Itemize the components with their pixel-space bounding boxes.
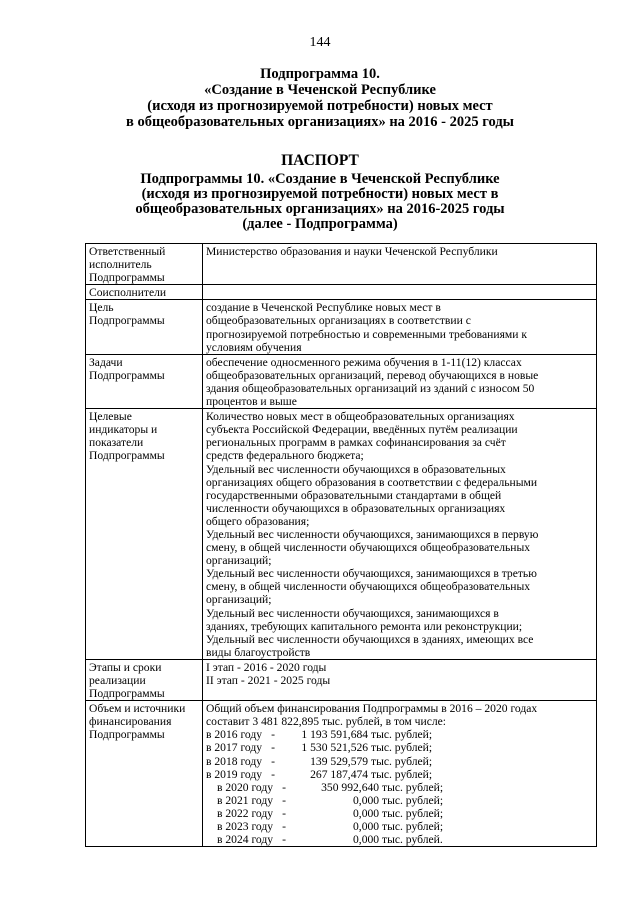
row-content-line: прогнозируемой потребностью и современными требованиями к	[206, 327, 527, 341]
funding-amount: 267 187,474	[310, 767, 369, 781]
funding-amount: 350 992,640	[321, 780, 380, 794]
funding-unit: тыс. рублей;	[382, 806, 444, 820]
row-label-line: Этапы и сроки	[89, 660, 162, 674]
row-content	[203, 244, 597, 285]
funding-amount: 0,000	[353, 833, 380, 847]
row-label	[86, 285, 203, 300]
row-content-line: смену, в общей численности обучающихся общеобразовательных	[206, 541, 531, 555]
row-content-line: смену, в общей численности обучающихся общеобразовательных	[206, 580, 531, 594]
funding-amount: 1 193 591,684	[301, 728, 369, 742]
funding-intro-line: Общий объем финансирования Подпрограммы в 2016 – 2020 годах	[206, 702, 538, 716]
funding-year-line	[206, 807, 593, 820]
row-content	[203, 659, 597, 700]
row-content-line: Количество новых мест в общеобразовательных организациях	[206, 410, 515, 424]
funding-amount: 1 530 521,526	[301, 741, 369, 755]
row-content-line: здания общеобразовательных организаций из зданий с износом 50	[206, 381, 535, 395]
funding-separator: -	[282, 820, 287, 834]
funding-year-line	[206, 755, 593, 768]
row-label-line: реализации	[89, 674, 146, 687]
passport-line: (исходя из прогнозируемой потребности) новых мест в	[141, 186, 499, 202]
row-content-line: создание в Чеченской Республике новых мест в	[206, 301, 441, 315]
row-label-line: Подпрограммы	[89, 271, 165, 285]
row-content-line: Удельный вес численности обучающихся, занимающихся в	[206, 606, 499, 620]
funding-separator: -	[271, 741, 276, 755]
row-content-line: субъекта Российской Федерации, введённых путём реализации	[206, 423, 518, 437]
row-label-line: исполнитель	[89, 258, 152, 272]
row-content-line: Удельный вес численности обучающихся, занимающихся в первую	[206, 527, 539, 541]
row-content-line: виды благоустройств	[206, 645, 311, 659]
title-line: «Создание в Чеченской Республике	[204, 82, 436, 98]
funding-separator: -	[282, 793, 287, 807]
row-content-line: процентов и выше	[206, 395, 297, 409]
row-content-line: зданиях, требующих капитального ремонта или реконструкции;	[206, 619, 523, 633]
row-content-line: Министерство образования и науки Чеченской Республики	[206, 245, 498, 258]
funding-unit: тыс. рублей;	[371, 767, 433, 781]
passport-table	[85, 243, 597, 847]
row-content	[203, 300, 597, 354]
row-content-line: государственными образовательными стандартами в общей	[206, 488, 502, 502]
funding-year: в 2023 году	[217, 820, 274, 834]
funding-year: в 2019 году	[206, 767, 263, 781]
row-label-line: Подпрограммы	[89, 449, 165, 463]
title-line: в общеобразовательных организациях» на 2016 - 2025 годы	[126, 114, 514, 130]
funding-separator: -	[271, 767, 276, 781]
row-content-line: II этап - 2021 - 2025 годы	[206, 674, 331, 687]
row-label-line: Подпрограммы	[89, 314, 165, 328]
funding-content	[203, 701, 597, 847]
row-content-line: общеобразовательных организациях в соответствии с	[206, 314, 471, 328]
passport-row	[86, 409, 597, 660]
row-label	[86, 701, 203, 847]
funding-year: в 2018 году	[206, 754, 263, 768]
passport-line: (далее - Подпрограмма)	[242, 216, 398, 232]
funding-unit: тыс. рублей;	[371, 728, 433, 742]
row-label-line: Целевые	[89, 410, 132, 424]
passport-header	[0, 152, 640, 232]
funding-year: в 2021 году	[217, 793, 274, 807]
page-number: 144	[309, 35, 331, 50]
row-content-line: обеспечение односменного режима обучения в 1-11(12) классах	[206, 355, 522, 369]
funding-year-line	[206, 728, 593, 741]
row-label-line: индикаторы и	[89, 423, 158, 437]
row-content-line: средств федерального бюджета;	[206, 449, 364, 463]
row-label-line: Объем и источники	[89, 702, 186, 716]
row-content-line: Удельный вес численности обучающихся в зданиях, имеющих все	[206, 632, 534, 646]
funding-separator: -	[282, 780, 287, 794]
row-label	[86, 354, 203, 408]
funding-separator: -	[282, 806, 287, 820]
row-label	[86, 244, 203, 285]
row-content-line: организациях общего образования в соответствии с федеральными	[206, 475, 538, 489]
passport-table-body	[86, 244, 597, 847]
passport-line: Подпрограммы 10. «Создание в Чеченской Республике	[140, 171, 500, 187]
row-label-line: Подпрограммы	[89, 687, 165, 701]
funding-unit: тыс. рублей;	[382, 793, 444, 807]
funding-unit: тыс. рублей.	[382, 833, 443, 847]
funding-year-line	[206, 741, 593, 754]
row-label-line: Задачи	[89, 355, 123, 369]
funding-year: в 2022 году	[217, 806, 274, 820]
row-label	[86, 659, 203, 700]
funding-unit: тыс. рублей;	[371, 754, 433, 768]
funding-year-line	[206, 781, 593, 794]
row-label-line: показатели	[89, 436, 144, 450]
passport-row	[86, 300, 597, 354]
passport-row	[86, 285, 597, 300]
funding-amount: 0,000	[353, 820, 380, 834]
row-label-line: Соисполнители	[89, 286, 167, 300]
funding-amount: 0,000	[353, 806, 380, 820]
row-content-line: организаций;	[206, 554, 272, 568]
funding-unit: тыс. рублей;	[371, 741, 433, 755]
funding-unit: тыс. рублей;	[382, 820, 444, 834]
row-content-line: общеобразовательных организаций, перевод обучающихся в новые	[206, 368, 539, 382]
passport-row	[86, 659, 597, 700]
title-line: (исходя из прогнозируемой потребности) новых мест	[147, 98, 493, 114]
funding-year-line	[206, 794, 593, 807]
funding-year-line	[206, 820, 593, 833]
passport-heading: ПАСПОРТ	[281, 152, 359, 169]
row-label-line: Цель	[89, 301, 114, 315]
funding-year-line	[206, 833, 593, 846]
passport-row	[86, 244, 597, 285]
funding-amount: 139 529,579	[310, 754, 369, 768]
row-label	[86, 300, 203, 354]
funding-unit: тыс. рублей;	[382, 780, 444, 794]
row-label-line: Подпрограммы	[89, 728, 165, 742]
funding-year-line	[206, 768, 593, 781]
funding-separator: -	[271, 754, 276, 768]
funding-year: в 2016 году	[206, 728, 263, 742]
passport-row-funding	[86, 701, 597, 847]
funding-year: в 2020 году	[217, 780, 274, 794]
row-content-line: организаций;	[206, 593, 272, 607]
funding-year: в 2024 году	[217, 833, 274, 847]
funding-separator: -	[271, 728, 276, 742]
row-content-line: общего образования;	[206, 514, 310, 528]
row-content-line: Удельный вес численности обучающихся в образовательных	[206, 462, 506, 476]
row-content	[203, 354, 597, 408]
title-line: Подпрограмма 10.	[260, 66, 380, 82]
row-label-line: Ответственный	[89, 245, 166, 258]
row-label-line: финансирования	[89, 715, 172, 729]
subprogram-title	[0, 66, 640, 130]
funding-intro-line: составит 3 481 822,895 тыс. рублей, в том числе:	[206, 715, 446, 729]
row-label-line: Подпрограммы	[89, 368, 165, 382]
row-content-line: Удельный вес численности обучающихся, занимающихся в третью	[206, 567, 537, 581]
row-content-line: региональных программ в рамках софинансирования за счёт	[206, 436, 506, 450]
row-content-line: I этап - 2016 - 2020 годы	[206, 660, 327, 674]
row-content	[203, 409, 597, 660]
funding-year: в 2017 году	[206, 741, 263, 755]
funding-separator: -	[282, 833, 287, 847]
row-content	[203, 285, 597, 300]
funding-amount: 0,000	[353, 793, 380, 807]
passport-row	[86, 354, 597, 408]
row-content-line: условиям обучения	[206, 340, 302, 354]
row-content-line: численности обучающихся в образовательных организациях	[206, 501, 506, 515]
passport-line: общеобразовательных организациях» на 2016-2025 годы	[135, 201, 505, 217]
row-label	[86, 409, 203, 660]
